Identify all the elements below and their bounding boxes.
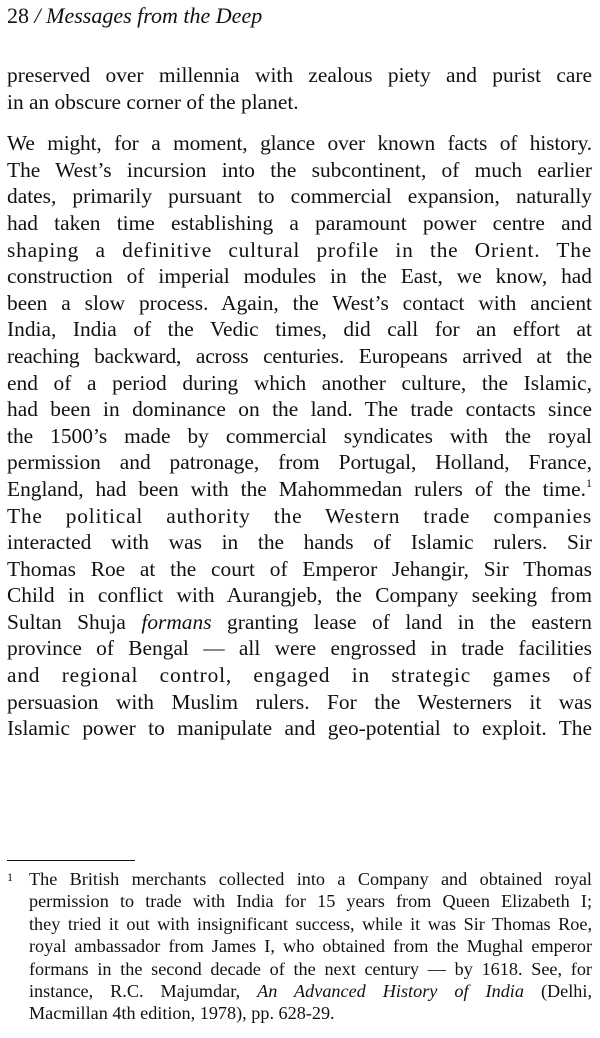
text-line: The West’s incursion into the subcontinent, of much earlier [7,157,592,182]
text-line: Child in conflict with Aurangjeb, the Company seeking from [7,583,592,608]
text-line: Thomas Roe at the court of Emperor Jehangir, Sir Thomas [7,556,592,581]
text-line: We might, for a moment, glance over known facts of history. [7,131,592,156]
text-line: in an obscure corner of the planet. [7,89,299,114]
text-line-with-italic [7,609,592,636]
text-line: dates, primarily pursuant to commercial expansion, naturally [7,184,592,209]
text-line: shaping a definitive cultural profile in the Orient. The [7,237,592,262]
text-line: interacted with was in the hands of Islamic rulers. Sir [7,530,592,555]
italic-term: formans [141,609,212,634]
text-line: preserved over millennia with zealous piety and purist care [7,63,592,87]
footnote-line: The British merchants collected into a Company and obtained royal [29,869,592,889]
footnote [7,868,592,1025]
text-line: permission and patronage, from Portugal, Holland, France, [7,450,592,475]
body-text [7,62,592,742]
footnote-line: Macmillan 4th edition, 1978), pp. 628-29. [29,1003,335,1024]
footnote-reference[interactable]: 1 [586,475,592,490]
book-title: Messages from the Deep [46,3,263,28]
paragraph-2 [7,130,592,742]
text-fragment: England, had been with the Mahommedan rulers of the time. [7,476,586,501]
text-line: Islamic power to manipulate and geo-potential to exploit. The [7,716,592,741]
text-line-with-footnote [7,476,592,503]
text-line: India, India of the Vedic times, did call for an effort at [7,317,592,342]
text-line: end of a period during which another culture, the Islamic, [7,370,592,395]
text-line: been a slow process. Again, the West’s contact with ancient [7,290,592,315]
text-line: had been in dominance on the land. The trade contacts since [7,397,592,422]
text-line: the 1500’s made by commercial syndicates with the royal [7,423,592,448]
footnote-marker: 1 [7,870,13,884]
text-fragment: Sultan Shuja [7,609,142,634]
footnote-body [29,868,592,1025]
footnote-line: permission to trade with India for 15 years from Queen Elizabeth I; [29,891,592,912]
footnote-separator-rule [7,860,135,861]
text-line: province of Bengal — all were engrossed in trade facilities [7,636,592,661]
cited-book-title: An Advanced History of India [257,981,524,1002]
text-line: and regional control, engaged in strategic games of [7,663,592,688]
text-line: had taken time establishing a paramount power centre and [7,210,592,235]
text-line: persuasion with Muslim rulers. For the Westerners it was [7,689,592,714]
footnote-line: royal ambassador from James I, who obtained from the Mughal emperor [29,936,592,957]
footnote-line: they tried it out with insignificant success, while it was Sir Thomas Roe, [29,913,592,934]
page-number: 28 [7,3,29,28]
paragraph-1 [7,62,592,115]
text-line: The political authority the Western trade companies [7,503,592,528]
text-line: construction of imperial modules in the East, we know, had [7,264,592,289]
text-fragment: (Delhi, [523,981,592,1002]
footnote-line-with-citation [29,980,592,1002]
footnote-line: formans in the second decade of the next century — by 1618. See, for [29,958,592,979]
text-line: reaching backward, across centuries. Europeans arrived at the [7,343,592,368]
text-fragment: granting lease of land in the eastern [211,609,592,634]
text-fragment: instance, R.C. Majumdar, [29,981,258,1002]
header-separator: / [29,3,47,28]
running-header [7,2,262,30]
